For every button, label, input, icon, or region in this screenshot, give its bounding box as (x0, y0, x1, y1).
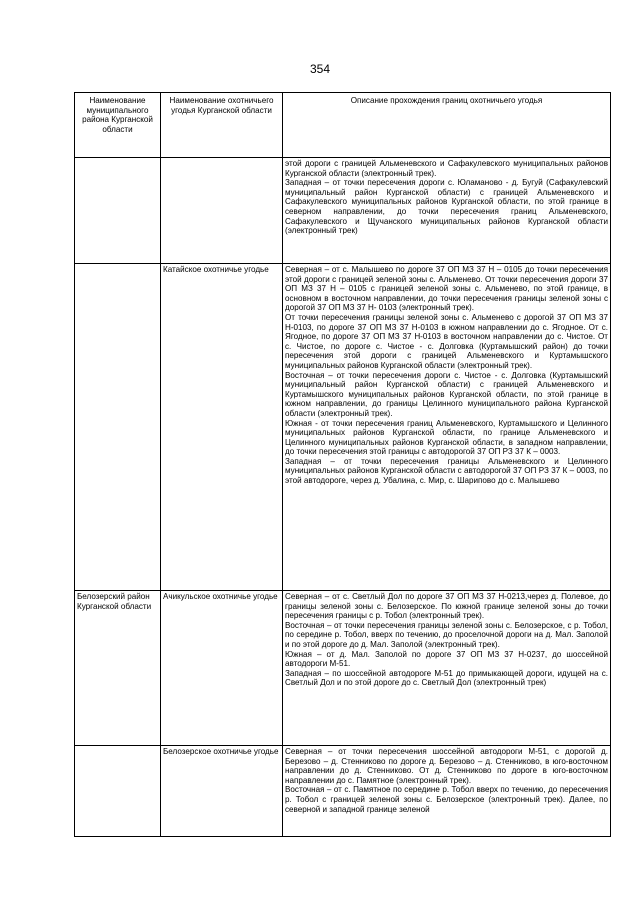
cell-hunting-ground: Ачикульское охотничье угодье (161, 591, 283, 746)
cell-description (283, 158, 611, 264)
description-paragraph: Южная – от д. Мал. Заполой по дороге 37 ОП МЗ 37 Н-0237, до шоссейной автодороги М-51. (285, 649, 608, 669)
cell-district: Белозерский район Курганской области (75, 591, 161, 746)
cell-hunting-ground: Катайское охотничье угодье (161, 264, 283, 591)
header-hunting-ground: Наименование охотничьего угодья Курганской области (161, 93, 283, 158)
description-paragraph: Восточная – от точки пересечения дороги с. Чистое - с. Долговка (Куртамышский муниципальный район Курганской области) с границей Альменевского и Куртамышского муниципальных районов Курганской области, по этой границе в южном направлении, до границы Целинного муниципального района Курганской области (электронный трек). (285, 370, 608, 418)
description-paragraph: Западная – по шоссейной автодороге М-51 до примыкающей дороги, идущей на с. Светлый Дол и по этой дороге до с. Светлый Дол (электронный трек) (285, 668, 608, 688)
cell-district (75, 264, 161, 591)
table-row (75, 746, 611, 837)
description-paragraph: Западная – от точки пересечения границы Альменевского и Целинного муниципальных районов Курганской области с автодорогой 37 ОП РЗ 37 К – 0003, по этой автодороге, через д. Убалина, с. Мир, с. Шарипово до с. Малышево (285, 456, 608, 486)
description-paragraph: Западная – от точки пересечения дороги с. Юламаново - д. Бугуй (Сафакулевский муниципальный район Курганской области) с границей Альменевского и Сафакулевского муниципальных районов Курганской области, по этой границе в северном направлении, до точки пересечения границ Альменевского, Сафакулевского и Щучанского муниципальных районов Курганской области (электронный трек) (285, 178, 608, 236)
header-description: Описание прохождения границ охотничьего угодья (283, 93, 611, 158)
cell-description (283, 264, 611, 591)
cell-description (283, 591, 611, 746)
cell-hunting-ground: Белозерское охотничье угодье (161, 746, 283, 837)
description-paragraph: этой дороги с границей Альменевского и Сафакулевского муниципальных районов Курганской области (электронный трек). (285, 159, 608, 178)
cell-district (75, 746, 161, 837)
table-row (75, 591, 611, 746)
header-district: Наименование муниципального района Курганской области (75, 93, 161, 158)
table-row (75, 158, 611, 264)
description-paragraph: Северная – от точки пересечения шоссейной автодороги М-51, с дорогой д. Березово – д. Стенниково по дороге д. Березово – д. Стенниково, в юго-восточном направлении до д. Стенниково. От д. Стенниково по дороге в юго-восточном направлении до с. Памятное (электронный трек). (285, 747, 608, 785)
cell-district (75, 158, 161, 264)
description-paragraph: Южная - от точки пересечения границ Альменевского, Куртамышского и Целинного муниципальных районов Курганской области, по границе Альменевского и Целинного муниципальных районов Курганской области, в западном направлении, до точки пересечения этой границы с автодорогой 37 ОП РЗ 37 К – 0003. (285, 418, 608, 457)
cell-description (283, 746, 611, 837)
hunting-grounds-table (74, 92, 611, 837)
table-row (75, 264, 611, 591)
description-paragraph: От точки пересечения границы зеленой зоны с. Альменево с дорогой 37 ОП МЗ 37 Н-0103, по дороге 37 ОП МЗ 37 Н-0103 в южном направлении до с. Ягодное. От с. Ягодное, по дороге 37 ОП МЗ 37 Н-0103 в восточном направлении до с. Чистое. От с. Чистое, по дороге с. Чистое - с. Долговка (Куртамышский район) до точки пересечения этой дороги с границей Альменевского и Куртамышского муниципальных районов Курганской области (электронный трек). (285, 312, 608, 370)
page-number: 354 (309, 62, 331, 76)
cell-hunting-ground (161, 158, 283, 264)
description-paragraph: Северная – от с. Малышево по дороге 37 ОП МЗ 37 Н – 0105 до точки пересечения этой дороги с границей зеленой зоны с. Альменево. От точки пересечения дороги 37 ОП МЗ 37 Н – 0105 с границей зеленой зоны с. Альменево, по этой границе, в основном в восточном направлении, до точки пересечения границы зеленой зоны с дорогой 37 ОП МЗ 37 Н- 0103 (электронный трек). (285, 265, 608, 313)
description-paragraph: Восточная – от точки пересечения границы зеленой зоны с. Белозерское, с р. Тобол, по середине р. Тобол, вверх по течению, до проселочной дороги на д. Мал. Заполой и по этой дороге до д. Мал. Заполой (электронный трек). (285, 620, 608, 649)
description-paragraph: Северная – от с. Светлый Дол по дороге 37 ОП МЗ 37 Н-0213,через д. Полевое, до границы зеленой зоны с. Белозерское. По южной границе зеленой зоны до точки пересечения границы с р. Тобол (электронный трек). (285, 592, 608, 621)
table-header-row (75, 93, 611, 158)
description-paragraph: Восточная – от с. Памятное по середине р. Тобол вверх по течению, до пересечения р. Тобол с границей зеленой зоны с. Белозерское (электронный трек). Далее, по северной и западной границе зеленой (285, 785, 608, 814)
